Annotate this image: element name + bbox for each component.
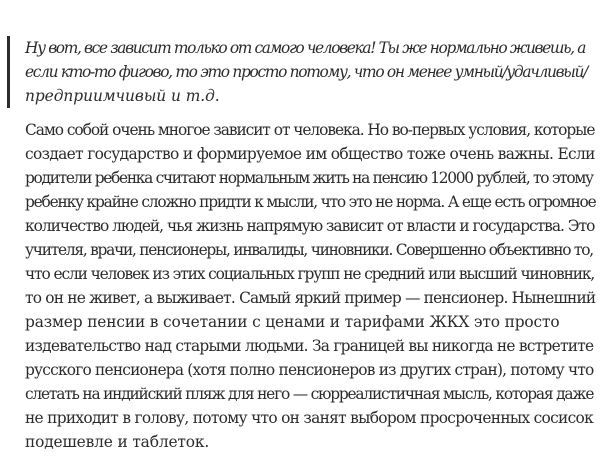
paragraph-line: то он не живет, а выживает. Самый яркий пример — пенсионер. Нынешний [25,289,596,307]
paragraph-line: размер пенсии в сочетании с ценами и тарифами ЖКХ это просто [25,313,560,331]
quote-text [25,36,587,108]
paragraph-line: родители ребенка считают нормальным жить на пенсию 12000 рублей, то этому [25,169,593,187]
quote-line: если кто-то фигово, то это просто потому, что он менее умный/удачливый/ [25,63,588,81]
paragraph-line: слетать на индийский пляж для него — сюрреалистичная мысль, которая даже [25,385,594,403]
paragraph-line: Само собой очень многое зависит от человека. Но во-первых условия, которые [25,121,595,139]
paragraph-line: издевательство над старыми людьми. За границей вы никогда не встретите [25,337,594,355]
quote-line: Ну вот, все зависит только от самого человека! Ты же нормально живешь, а [25,39,586,57]
paragraph-line: ребенку крайне сложно придти к мысли, что это не норма. А еще есть огромное [25,193,596,211]
paragraph-line: учителя, врачи, пенсионеры, инвалиды, чиновники. Совершенно объективно то, [25,241,593,259]
paragraph-line: что если человек из этих социальных групп не средний или высший чиновник, [25,265,595,283]
paragraph-line: русского пенсионера (хотя полно пенсионеров из других стран), потому что [25,361,594,379]
paragraph-line: не приходит в голову, потому что он занят выбором просроченных сосисок [25,409,594,427]
paragraph-line: создает государство и формируемое им общество тоже очень важны. Если [25,145,595,163]
paragraph-line: подешевле и таблеток. [25,433,210,451]
paragraph-line: количество людей, чья жизнь напрямую зависит от власти и государства. Это [25,217,595,235]
blockquote [7,36,587,108]
body-paragraph [25,118,595,454]
quote-line: предприимчивый и т.д. [25,87,220,105]
